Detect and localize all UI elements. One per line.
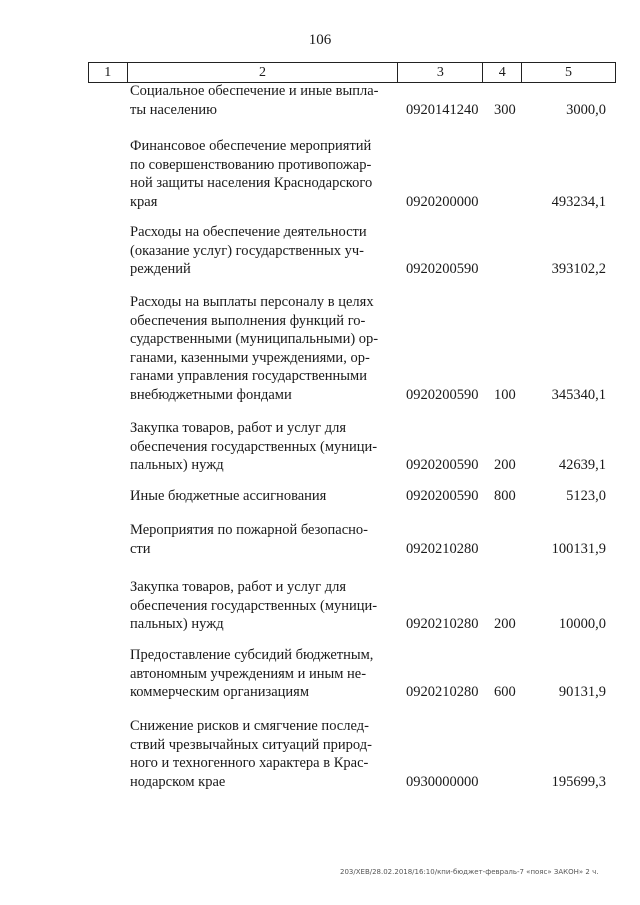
row-name-line: Закупка товаров, работ и услуг для	[130, 579, 347, 595]
row-code: 0920200590	[406, 488, 479, 504]
row-name	[130, 137, 398, 211]
row-name-line: внебюджетными фондами	[130, 386, 292, 403]
column-header-row	[89, 63, 616, 83]
column-header-5: 5	[522, 63, 616, 83]
row-name-line: ной защиты населения Краснодарского	[130, 175, 373, 192]
row-code: 0920210280	[406, 616, 479, 633]
row-name-line: Предоставление субсидий бюджетным,	[130, 647, 374, 663]
row-code: 0920200590	[406, 261, 479, 278]
document-footer: 203/ХЕВ/28.02.2018/16:10/кпи-бюджет-февраль-7 «пояс» ЗАКОН» 2 ч.	[340, 868, 599, 876]
column-header-3: 3	[398, 63, 483, 83]
row-expense-type: 200	[494, 616, 516, 633]
page-number: 106	[308, 32, 332, 48]
row-name	[130, 293, 398, 405]
row-expense-type: 100	[494, 387, 516, 403]
row-name-line: Закупка товаров, работ и услуг для	[130, 420, 347, 436]
row-expense-type: 300	[494, 101, 516, 118]
row-amount: 42639,1	[558, 457, 606, 474]
row-expense-type: 600	[494, 684, 516, 701]
row-name-line: ганами управления государственными	[130, 368, 367, 385]
row-name	[130, 82, 398, 119]
row-name	[130, 223, 398, 279]
column-header-2: 2	[127, 63, 398, 83]
row-name-line: сударственными (муниципальными) ор-	[130, 331, 379, 348]
row-name-line: Мероприятия по пожарной безопасно-	[130, 522, 369, 538]
row-code: 0930000000	[406, 773, 479, 790]
row-name	[130, 487, 398, 506]
row-name-line: пальных) нужд	[130, 616, 224, 633]
row-amount: 345340,1	[551, 387, 606, 403]
row-name-line: Расходы на выплаты персоналу в целях	[130, 294, 374, 310]
row-amount: 493234,1	[551, 193, 606, 210]
row-amount: 393102,2	[551, 261, 606, 278]
row-name-line: Социальное обеспечение и иные выпла-	[130, 83, 379, 99]
row-amount: 90131,9	[558, 684, 606, 701]
row-name-line: автономным учреждениям и иным не-	[130, 665, 367, 682]
row-name-line: пальных) нужд	[130, 457, 224, 474]
row-name-line: Финансовое обеспечение мероприятий	[130, 138, 372, 154]
row-name-line: ствий чрезвычайных ситуаций природ-	[130, 736, 372, 753]
row-code: 0920210280	[406, 684, 479, 701]
row-name-line: сти	[130, 540, 151, 557]
row-name-line: Иные бюджетные ассигнования	[130, 488, 327, 504]
row-name-line: ного и техногенного характера в Крас-	[130, 755, 369, 772]
row-code: 0920210280	[406, 540, 479, 557]
row-name-line: (оказание услуг) государственных уч-	[130, 242, 364, 259]
row-expense-type: 800	[494, 488, 516, 504]
row-name	[130, 646, 398, 702]
row-name-line: обеспечения выполнения функций го-	[130, 312, 366, 329]
row-name-line: края	[130, 193, 158, 210]
column-header-table	[88, 62, 616, 83]
row-name-line: Расходы на обеспечение деятельности	[130, 224, 367, 240]
row-amount: 195699,3	[551, 773, 606, 790]
column-header-4: 4	[483, 63, 522, 83]
row-name	[130, 717, 398, 791]
row-amount: 100131,9	[551, 540, 606, 557]
row-code: 0920200000	[406, 193, 479, 210]
row-name-line: ты населению	[130, 101, 217, 118]
column-header-1: 1	[89, 63, 128, 83]
row-code: 0920200590	[406, 387, 479, 403]
row-code: 0920200590	[406, 457, 479, 474]
row-name-line: коммерческим организациям	[130, 684, 310, 701]
row-amount: 5123,0	[566, 488, 606, 504]
row-name-line: нодарском крае	[130, 773, 226, 790]
row-name-line: обеспечения государственных (муници-	[130, 438, 378, 455]
row-name-line: по совершенствованию противопожар-	[130, 156, 372, 173]
row-name-line: реждений	[130, 261, 191, 278]
row-name	[130, 578, 398, 634]
row-expense-type: 200	[494, 457, 516, 474]
row-name-line: обеспечения государственных (муници-	[130, 597, 378, 614]
row-amount: 10000,0	[558, 616, 606, 633]
row-name-line: ганами, казенными учреждениями, ор-	[130, 349, 370, 366]
row-name	[130, 521, 398, 558]
row-amount: 3000,0	[566, 101, 606, 118]
row-name	[130, 419, 398, 475]
row-code: 0920141240	[406, 101, 479, 118]
row-name-line: Снижение рисков и смягчение послед-	[130, 718, 369, 734]
